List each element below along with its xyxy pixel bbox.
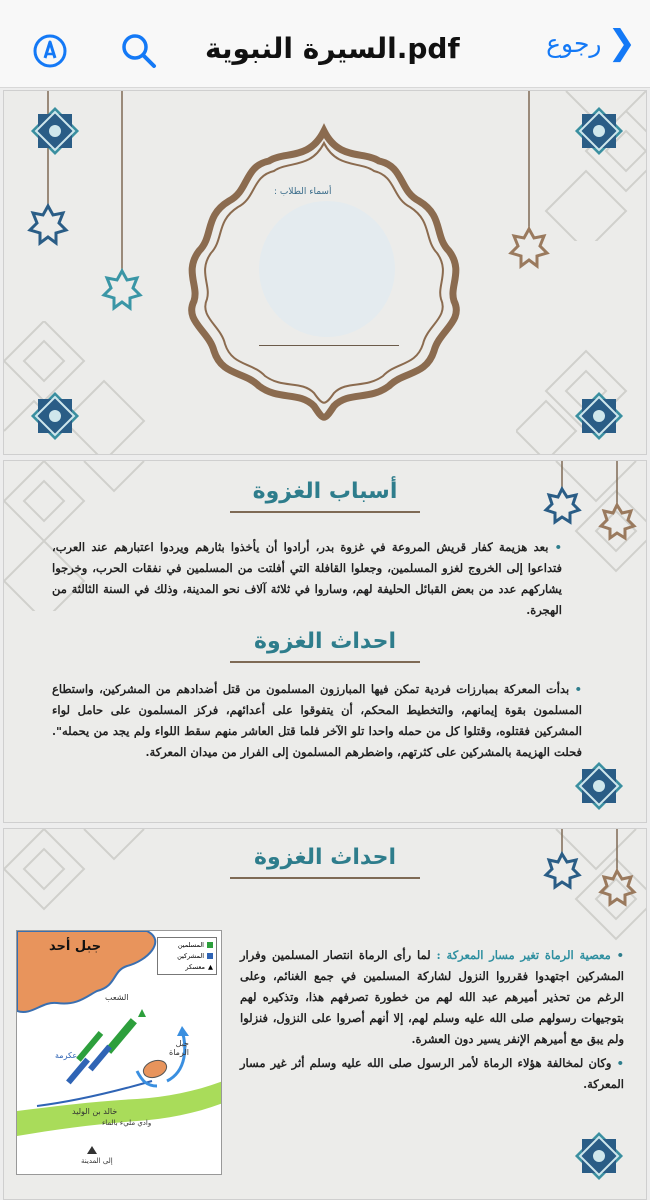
chevron-left-icon: ❯ <box>607 23 636 63</box>
document-title: السيرة النبوية.pdf <box>205 32 460 65</box>
map-label-madina: إلى المدينة <box>81 1157 113 1165</box>
archers-conclusion: • وكان لمخالفة هؤلاء الرماة لأمر الرسول صلى الله عليه وسلم أثر غير مسار المعركة. <box>240 1056 624 1091</box>
signature-line <box>259 345 399 346</box>
students-label: أسماء الطلاب : <box>274 187 332 197</box>
section-title-events: احداث الغزوة <box>254 845 396 870</box>
map-label-khalid: خالد بن الوليد <box>72 1107 118 1116</box>
back-button[interactable] <box>546 23 636 63</box>
markup-button[interactable] <box>32 33 68 69</box>
search-button[interactable] <box>118 30 162 74</box>
islamic-tile-top-left <box>30 106 80 156</box>
hanging-star-right <box>499 91 559 276</box>
section-title-events: احداث الغزوة <box>254 629 396 654</box>
pdf-page-1[interactable] <box>3 90 647 455</box>
causes-paragraph: • بعد هزيمة كفار قريش المروعة في غزوة بدر، أرادوا أن يأخذوا بثارهم ويردوا اعتبارهم عند العرب، فتداعوا إلى الخروج لغزو المسلمين، وجعلوا القافلة التي أفلتت من المسلمين في نفقات الحرب، وخرجوا يشاركهم عدد من بعض القبائل الحليفة لهم، وساروا في ثلاثة آلاف نحو المدينة، وذلك في السنة الثالثة من الهجرة. <box>52 540 562 617</box>
map-label-archers: جبل الرماة <box>169 1039 189 1057</box>
events-paragraph: • بدأت المعركة بمبارزات فردية تمكن فيها المبارزون المسلمون من قتل أضدادهم من المشركين، واستطاع المسلمون بقوة إيمانهم، والتخطيط المحكم، أن يتفوقوا على أعدائهم، فركز المسلمون على حامل لواء المشركين فقتلوه، وقتلوا كل من حمله واحدا تلو الآخر فلما قتل العاشر منهم سقط اللواء ولم يجد من يحمله". فحلت الهزيمة بالمشركين على كثرتهم، واضطرهم المسلمون إلى الفرار من ميدان المعركة. <box>52 682 583 759</box>
battle-map <box>16 930 222 1175</box>
islamic-tile-top-right <box>574 106 624 156</box>
islamic-tile-right <box>574 761 624 811</box>
navigation-bar <box>0 0 650 88</box>
pdf-page-3[interactable] <box>3 828 647 1200</box>
pdf-page-2[interactable] <box>3 460 647 823</box>
title-underline <box>230 877 420 879</box>
title-underline <box>230 511 420 513</box>
markup-pen-icon <box>32 33 68 69</box>
map-label-mountain: جبل أحد <box>49 939 102 954</box>
islamic-tile-bottom-right <box>574 391 624 441</box>
map-legend: المسلمين المشركين ▲معسكر <box>157 937 217 975</box>
map-label-ikrima: عكرمة <box>55 1051 78 1060</box>
map-label-wadi: وادي مليء بالماء <box>102 1119 152 1127</box>
title-underline <box>230 661 420 663</box>
hanging-stars-right <box>534 829 644 919</box>
redacted-names <box>259 201 395 337</box>
search-icon <box>118 30 162 74</box>
map-label-pass: الشعب <box>105 993 129 1002</box>
islamic-tile-right <box>574 1131 624 1181</box>
section-title-causes: أسباب الغزوة <box>252 479 398 504</box>
archers-paragraph: • معصية الرماة تغير مسار المعركة : لما رأى الرماة انتصار المسلمين وفرار المشركين اجتهدوا فقرروا النزول لشاركة المسلمين في جمع الغنائم، وعلى الرغم من تحذير أميرهم عبد الله لهم من خطورة تصرفهم هذا، وتذكيره لهم بتوجيهات رسولهم صلى الله عليه وسلم لهم، إلا أنهم أصروا على النزول، فنزلوا ولم يبق مع أميرهم الإنفر يسير دون العشرة. <box>240 948 625 1046</box>
islamic-tile-bottom-left <box>30 391 80 441</box>
back-label: رجوع <box>546 28 602 58</box>
